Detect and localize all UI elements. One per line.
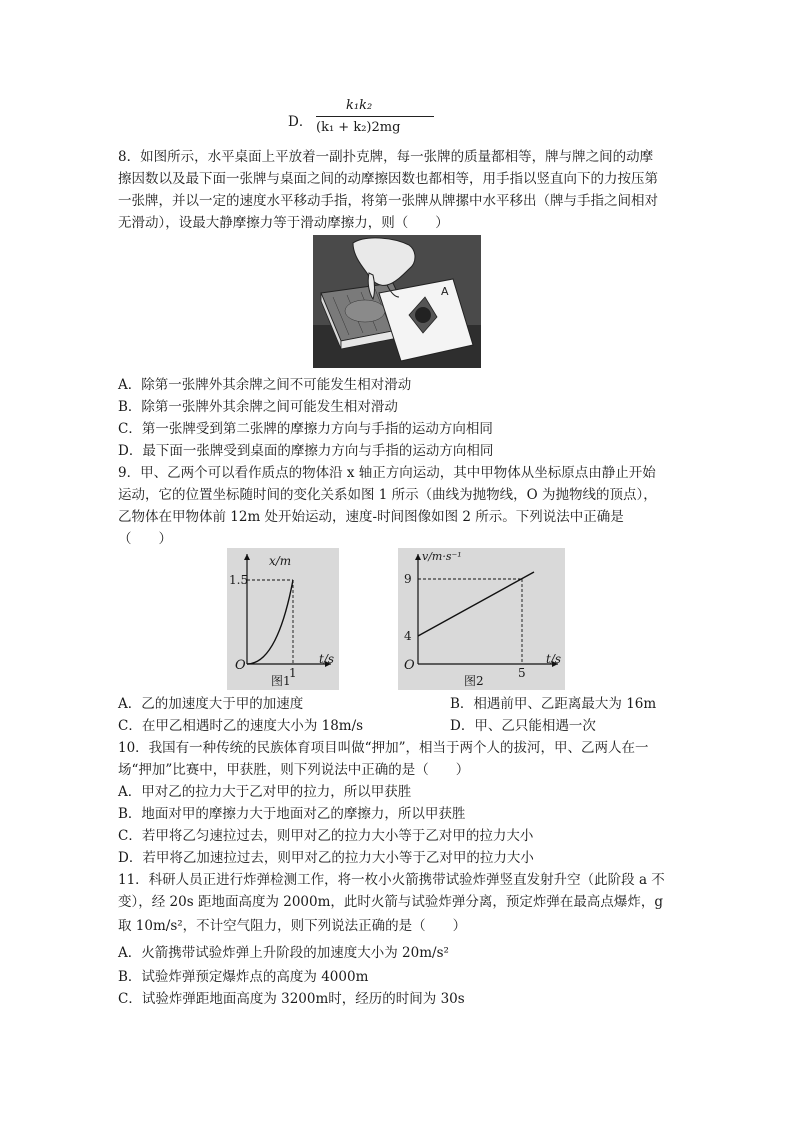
q8-stem-line: 一张牌，并以一定的速度水平移动手指，将第一张牌从牌摞中水平移出（牌与手指之间相对 xyxy=(118,193,658,209)
figure-1 xyxy=(227,548,339,690)
q8-option-c: C．第一张牌受到第二张牌的摩擦力方向与手指的运动方向相同 xyxy=(118,421,493,437)
q11-option-c: C．试验炸弹距地面高度为 3200m时，经历的时间为 30s xyxy=(118,991,465,1007)
fig1-origin: O xyxy=(235,658,246,673)
q10-stem-line: 场“押加”比赛中，甲获胜，则下列说法中正确的是（ ） xyxy=(118,762,470,778)
q9-option-a: A．乙的加速度大于甲的加速度 xyxy=(118,696,304,712)
fig1-x-label: t/s xyxy=(319,652,335,666)
q10-option-b: B．地面对甲的摩擦力大于地面对乙的摩擦力，所以甲获胜 xyxy=(118,806,466,822)
q10-option-d: D．若甲将乙加速拉过去，则甲对乙的拉力大小等于乙对甲的拉力大小 xyxy=(118,850,534,866)
q11-option-a: A．火箭携带试验炸弹上升阶段的加速度大小为 20m/s² xyxy=(118,945,449,961)
playing-cards-photo xyxy=(313,235,481,368)
fig2-x-label: t/s xyxy=(546,652,562,666)
fig2-caption: 图2 xyxy=(464,674,484,688)
fig1-y-label: x/m xyxy=(269,554,292,568)
fraction-bar xyxy=(316,116,434,117)
q11-stem-line: 变），经 20s 距地面高度为 2000m，此时火箭与试验炸弹分离，预定炸弹在最高点爆炸，g xyxy=(118,894,664,910)
q10-stem-line: 10．我国有一种传统的民族体育项目叫做“押加”，相当于两个人的拔河，甲、乙两人在一 xyxy=(118,740,649,756)
fig1-parabola xyxy=(247,580,293,664)
q8-option-a: A．除第一张牌外其余牌之间不可能发生相对滑动 xyxy=(118,377,412,393)
q9-option-d: D．甲、乙只能相遇一次 xyxy=(450,718,596,734)
fig2-y-tick-high: 9 xyxy=(404,572,412,586)
playing-cards-illustration xyxy=(313,235,481,368)
q8-option-d: D．最下面一张牌受到桌面的摩擦力方向与手指的运动方向相同 xyxy=(118,443,494,459)
card-corner-letter: A xyxy=(441,285,449,298)
figure-2 xyxy=(398,548,565,690)
fig1-caption: 图1 xyxy=(271,674,291,688)
fig2-y-label: v/m·s⁻¹ xyxy=(422,550,462,563)
q9-stem-line: 运动，它的位置坐标随时间的变化关系如图 1 所示（曲线为抛物线，O 为抛物线的顶点）， xyxy=(118,487,657,503)
q11-option-b: B．试验炸弹预定爆炸点的高度为 4000m xyxy=(118,969,369,985)
fig2-x-tick: 5 xyxy=(518,666,526,680)
q9-stem-line: （ ） xyxy=(118,531,172,547)
q8-stem-line: 擦因数以及最下面一张牌与桌面之间的动摩擦因数也都相等，用手指以竖直向下的力按压第 xyxy=(118,171,658,187)
fig2-velocity-line xyxy=(418,572,534,636)
q9-stem-line: 9．甲、乙两个可以看作质点的物体沿 x 轴正方向运动，其中甲物体从坐标原点由静止开始 xyxy=(118,465,656,481)
q10-option-a: A．甲对乙的拉力大于乙对甲的拉力，所以甲获胜 xyxy=(118,784,412,800)
q7-option-d-numerator: k₁k₂ xyxy=(346,98,373,113)
fig1-y-tick: 1.5 xyxy=(229,573,249,587)
q8-stem-line: 8．如图所示，水平桌面上平放着一副扑克牌，每一张牌的质量都相等，牌与牌之间的动摩 xyxy=(118,149,654,165)
q9-option-c: C．在甲乙相遇时乙的速度大小为 18m/s xyxy=(118,718,364,734)
q8-stem-line: 无滑动），设最大静摩擦力等于滑动摩擦力，则（ ） xyxy=(118,215,449,231)
fig2-origin: O xyxy=(404,658,415,673)
q10-option-c: C．若甲将乙匀速拉过去，则甲对乙的拉力大小等于乙对甲的拉力大小 xyxy=(118,828,534,844)
q7-option-d-label: D． xyxy=(288,114,313,130)
q11-stem-line: 取 10m/s²，不计空气阻力，则下列说法正确的是（ ） xyxy=(118,918,467,934)
q7-option-d-denominator: (k₁ + k₂)2mg xyxy=(316,120,401,135)
q9-option-b: B．相遇前甲、乙距离最大为 16m xyxy=(450,696,657,712)
q9-stem-line: 乙物体在甲物体前 12m 处开始运动，速度-时间图像如图 2 所示。下列说法中正确是 xyxy=(118,509,624,525)
fig1-x-tick: 1 xyxy=(289,666,297,680)
fig2-y-tick-low: 4 xyxy=(404,629,412,643)
q8-option-b: B．除第一张牌外其余牌之间可能发生相对滑动 xyxy=(118,399,398,415)
q11-stem-line: 11．科研人员正进行炸弹检测工作，将一枚小火箭携带试验炸弹竖直发射升空（此阶段 a 不 xyxy=(118,872,665,888)
